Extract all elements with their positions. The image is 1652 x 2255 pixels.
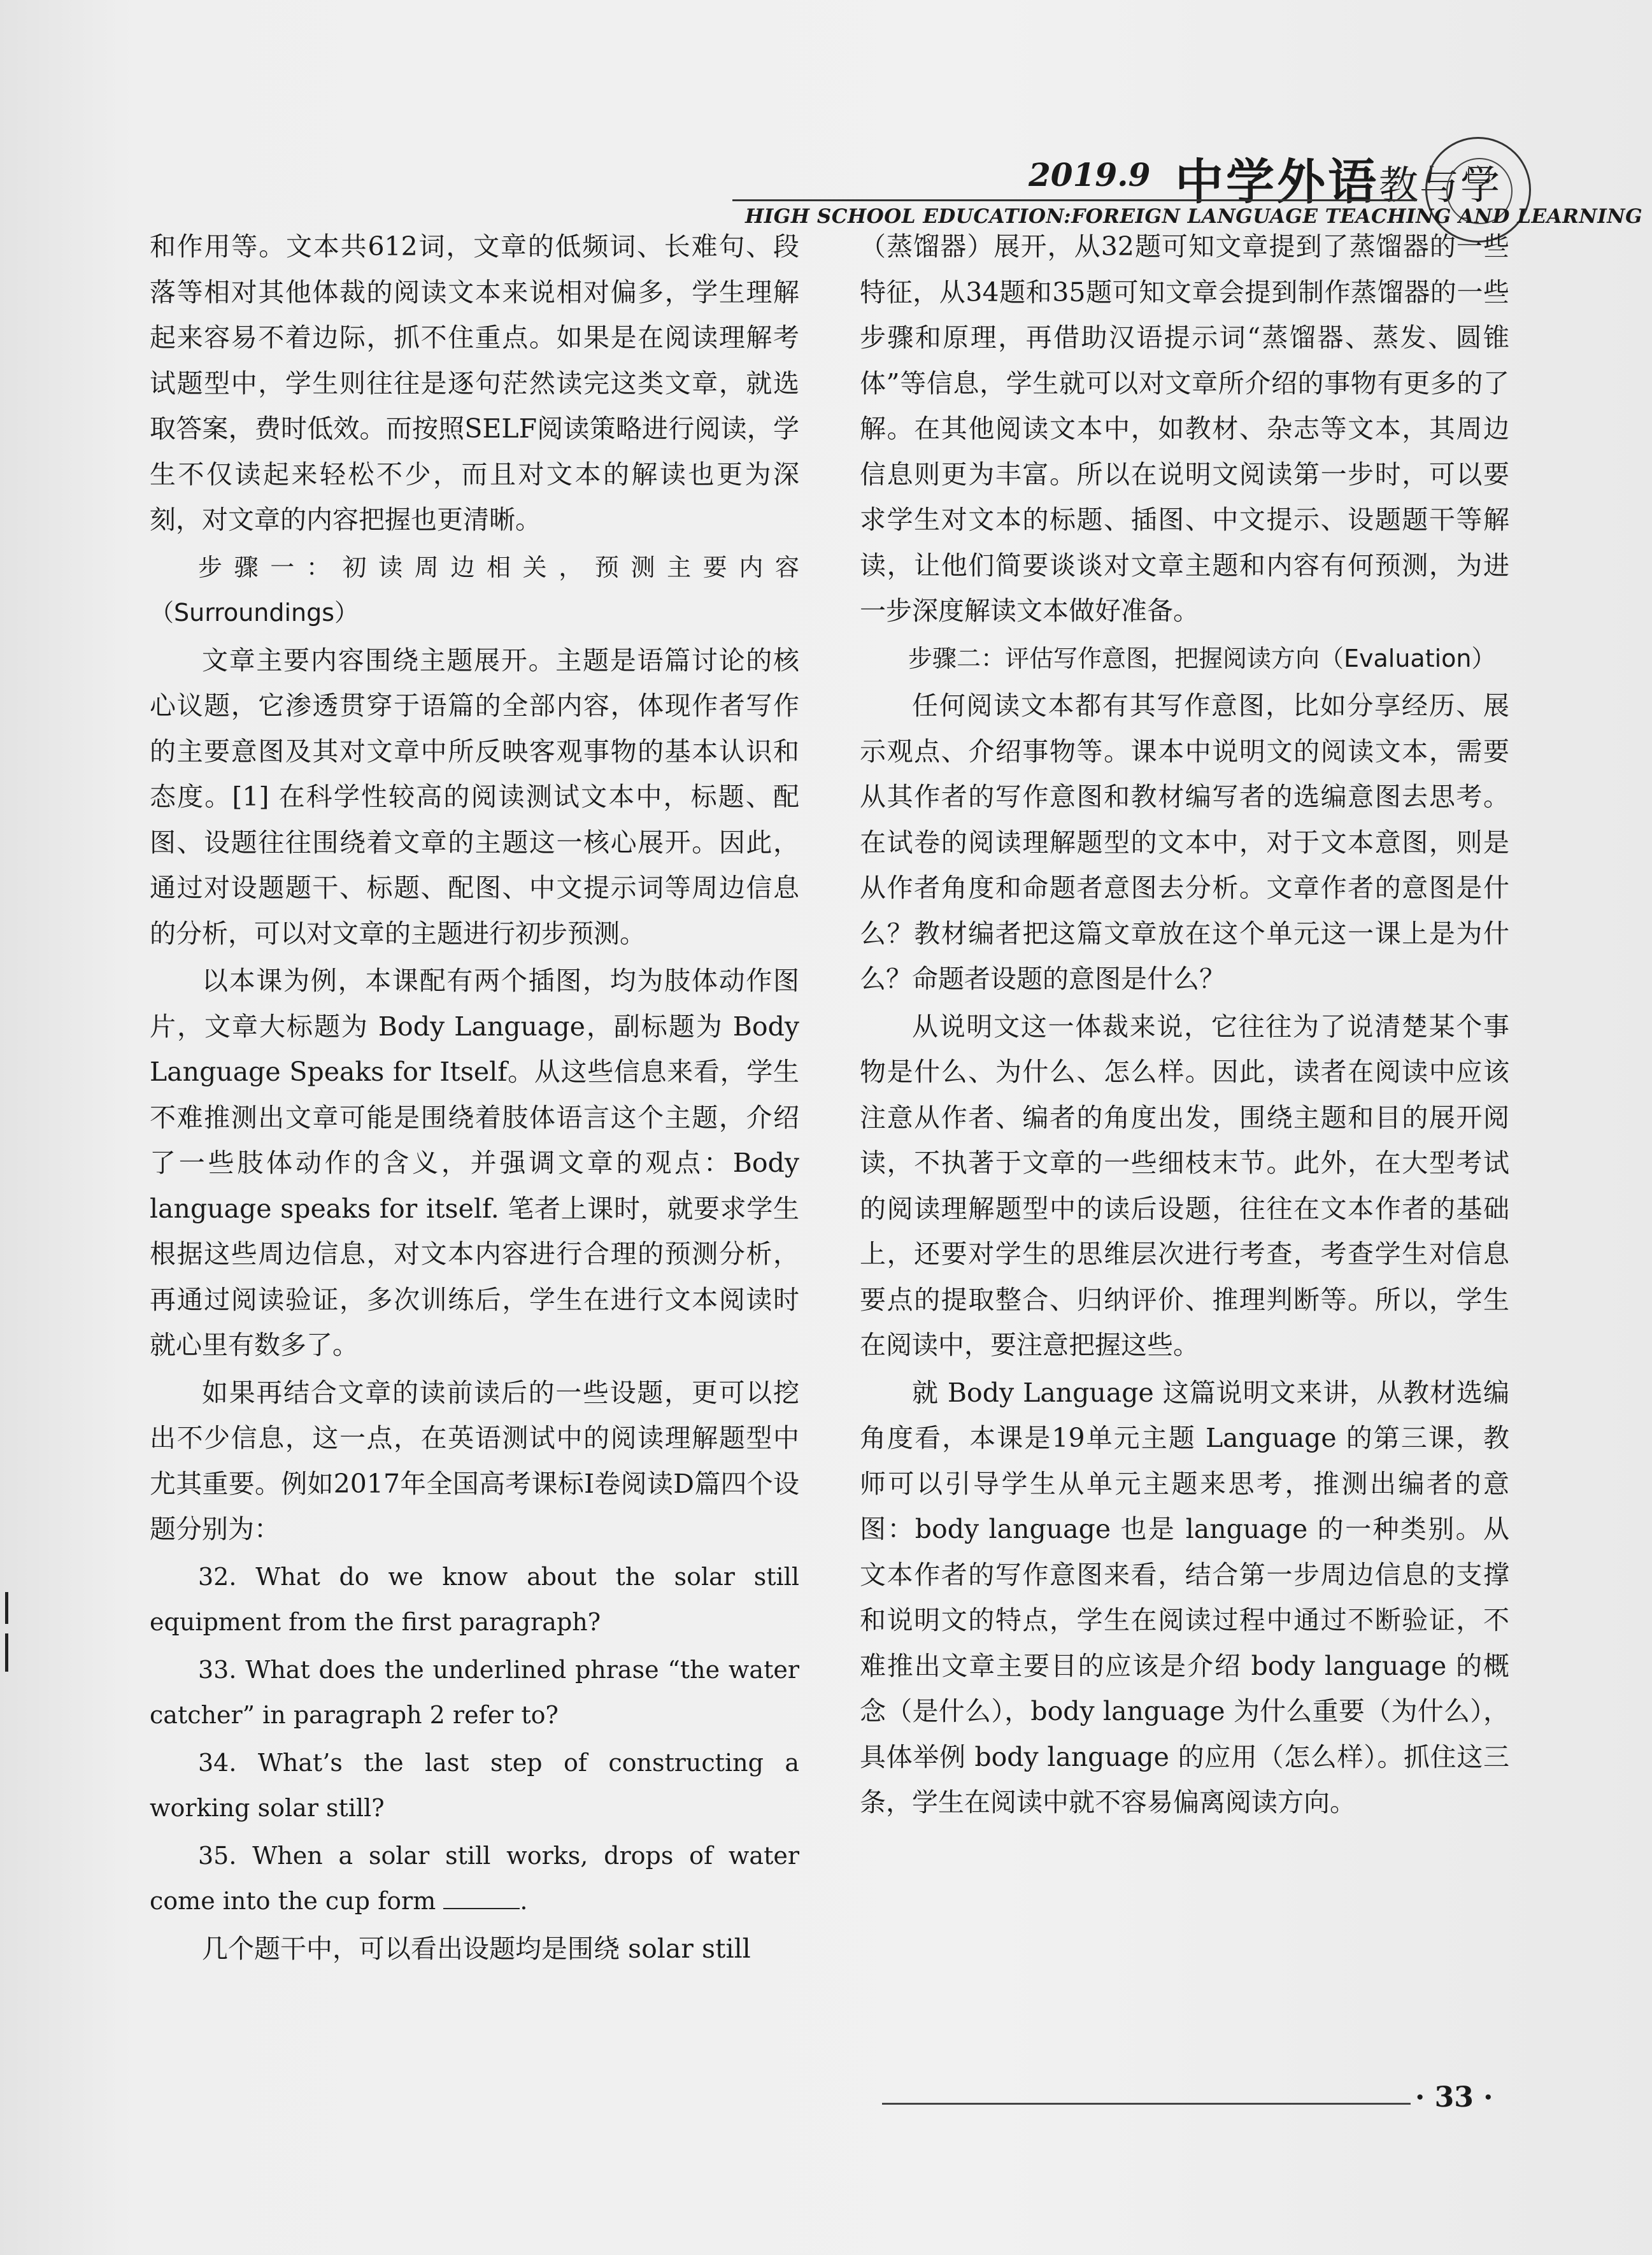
step-two-heading: 步骤二：评估写作意图，把握阅读方向（Evaluation） — [908, 644, 1496, 672]
step-one-heading: 步骤一：初读周边相关，预测主要内容（Surroundings） — [150, 553, 799, 627]
paragraph: 从说明文这一体裁来说，它往往为了说清楚某个事物是什么、为什么、怎么样。因此，读者在阅读中应该注意从作者、编者的角度出发，围绕主题和目的展开阅读，不执著于文章的一些细枝末节。此外，在大型考试的阅读理解题型中的读后设题，往往在文本作者的基础上，还要对学生的思维层次进行考查，考查学生对信息要点的提取整合、归纳评价、推理判断等。所以，学生在阅读中，要注意把握这些。 — [860, 1011, 1509, 1360]
paragraph: 就 Body Language 这篇说明文来讲，从教材选编角度看，本课是19单元主题 Language 的第三课，教师可以引导学生从单元主题来思考，推测出编者的意图：body language 也是 language 的一种类别。从文本作者的写作意图来看，结合第一步周边信息的支撑和说明文的特点，学生在阅读过程中通过不断验证，不难推出文章主要目的应该是介绍 body language 的概念（是什么），body language 为什么重要（为什么），具体举例 body language 的应用（怎么样）。抓住这三条，学生在阅读中就不容易偏离阅读方向。 — [860, 1377, 1509, 1818]
margin-mark — [5, 1592, 8, 1624]
journal-english-title: HIGH SCHOOL EDUCATION:FOREIGN LANGUAGE TEACHING AND LEARNING — [745, 205, 1643, 228]
paragraph: （蒸馏器）展开，从32题可知文章提到了蒸馏器的一些特征，从34题和35题可知文章会提到制作蒸馏器的一些步骤和原理，再借助汉语提示词“蒸馏器、蒸发、圆锥体”等信息，学生就可以对文章所介绍的事物有更多的了解。在其他阅读文本中，如教材、杂志等文本，其周边信息则更为丰富。所以在说明文阅读第一步时，可以要求学生对文本的标题、插图、中文提示、设题题干等解读，让他们简要谈谈对文章主题和内容有何预测，为进一步深度解读文本做好准备。 — [860, 231, 1509, 626]
paragraph: 以本课为例，本课配有两个插图，均为肢体动作图片，文章大标题为 Body Language，副标题为 Body Language Speaks for Itself。从这些信息来看，学生不难推测出文章可能是围绕着肢体语言这个主题，介绍了一些肢体动作的含义，并强调文章的观点：Body language speaks for itself. 笔者上课时，就要求学生根据这些周边信息，对文本内容进行合理的预测分析，再通过阅读验证，多次训练后，学生在进行文本阅读时就心里有数多了。 — [150, 965, 799, 1360]
seal-building-icon — [1468, 167, 1490, 183]
journal-title-main: 中学外语 — [1175, 153, 1379, 210]
margin-mark — [5, 1633, 8, 1672]
paragraph: 文章主要内容围绕主题展开。主题是语篇讨论的核心议题，它渗透贯穿于语篇的全部内容，体现作者写作的主要意图及其对文章中所反映客观事物的基本认识和态度。[1] 在科学性较高的阅读测试文本中，标题、配图、设题往往围绕着文章的主题这一核心展开。因此，通过对设题题干、标题、配图、中文提示词等周边信息的分析，可以对文章的主题进行初步预测。 — [150, 644, 799, 949]
page-number: · 33 · — [1415, 2081, 1493, 2114]
footer-rule — [882, 2103, 1411, 2105]
paragraph: 任何阅读文本都有其写作意图，比如分享经历、展示观点、介绍事物等。课本中说明文的阅读文本，需要从其作者的写作意图和教材编写者的选编意图去思考。在试卷的阅读理解题型的文本中，对于文本意图，则是从作者角度和命题者意图去分析。文章作者的意图是什么？教材编者把这篇文章放在这个单元这一课上是为什么？命题者设题的意图是什么？ — [860, 690, 1509, 994]
paragraph: 几个题干中，可以看出设题均是围绕 solar still — [202, 1933, 751, 1964]
question-33: 33. What does the underlined phrase “the water catcher” in paragraph 2 refer to? — [150, 1655, 799, 1729]
journal-title-sub: 教与学 — [1379, 162, 1502, 208]
paragraph: 和作用等。文本共612词，文章的低频词、长难句、段落等相对其他体裁的阅读文本来说相对偏多，学生理解起来容易不着边际，抓不住重点。如果是在阅读理解考试题型中，学生则往往是逐句茫然读完这类文章，就选取答案，费时低效。而按照SELF阅读策略进行阅读，学生不仅读起来轻松不少，而且对文本的解读也更为深刻，对文章的内容把握也更清晰。 — [150, 231, 799, 535]
right-column — [860, 224, 1509, 1828]
answer-blank — [443, 1889, 520, 1909]
question-32: 32. What do we know about the solar still equipment from the first paragraph? — [150, 1562, 799, 1636]
issue-number: 2019.9 — [1029, 156, 1151, 194]
header-rule — [732, 199, 1417, 201]
paragraph: 如果再结合文章的读前读后的一些设题，更可以挖出不少信息，这一点，在英语测试中的阅读理解题型中尤其重要。例如2017年全国高考课标Ⅰ卷阅读D篇四个设题分别为： — [150, 1377, 799, 1544]
question-34: 34. What’s the last step of constructing a working solar still? — [150, 1748, 799, 1822]
question-35: 35. When a solar still works, drops of water come into the cup form . — [150, 1841, 799, 1915]
left-column — [150, 224, 799, 1974]
question-35-text: 35. When a solar still works, drops of water come into the cup form — [150, 1841, 799, 1915]
page-header — [0, 0, 1652, 242]
